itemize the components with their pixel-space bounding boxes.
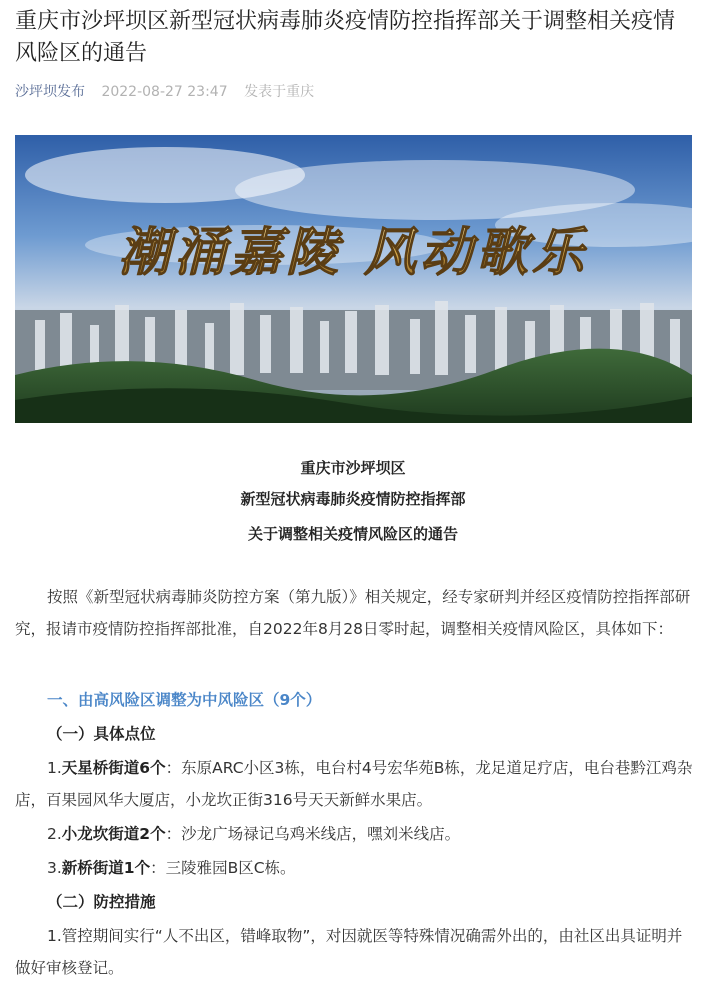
- item-2-prefix: 2.: [47, 825, 62, 843]
- banner-image: [15, 135, 692, 423]
- item-1-street: 天星桥街道6个: [61, 759, 166, 777]
- item-2-street: 小龙坎街道2个: [61, 825, 166, 843]
- item-3-text: ：三陵雅园B区C栋。: [150, 859, 296, 877]
- measure-1: 1.管控期间实行“人不出区，错峰取物”，对因就医等特殊情况确需外出的，由社区出具证明并做好审核登记。: [15, 927, 683, 977]
- item-3-prefix: 3.: [47, 859, 62, 877]
- notice-heading-line-2: 新型冠状病毒肺炎疫情防控指挥部: [240, 490, 466, 508]
- article-title: 重庆市沙坪坝区新型冠状病毒肺炎疫情防控指挥部关于调整相关疫情风险区的通告: [15, 9, 676, 66]
- subsection-2-title: （二）防控措施: [47, 893, 156, 911]
- item-2: [15, 818, 695, 850]
- item-1-prefix: 1.: [47, 759, 62, 777]
- subsection-1-title: （一）具体点位: [47, 725, 156, 743]
- notice-heading-line-1: 重庆市沙坪坝区: [300, 459, 406, 477]
- item-2-text: ：沙龙广场禄记乌鸡米线店，嘿刘米线店。: [165, 825, 461, 843]
- item-3-street: 新桥街道1个: [61, 859, 151, 877]
- notice-heading-line-3: 关于调整相关疫情风险区的通告: [247, 525, 458, 543]
- article-meta: [15, 82, 314, 102]
- intro-paragraph: 按照《新型冠状病毒肺炎防控方案（第九版）》相关规定，经专家研判并经区疫情防控指挥部研究，报请市疫情防控指挥部批准，自2022年8月28日零时起，调整相关疫情风险区，具体如下：: [15, 588, 691, 638]
- section-1-title: 一、由高风险区调整为中风险区（9个）: [47, 691, 322, 709]
- source-link[interactable]: 沙坪坝发布: [15, 84, 85, 100]
- item-1: [15, 752, 695, 816]
- item-3: [15, 852, 695, 884]
- banner-slogan: 潮涌嘉陵 风动歌乐: [117, 222, 589, 283]
- publish-location: 发表于重庆: [244, 84, 315, 100]
- item-1-text: ：东原ARC小区3栋，电台村4号宏华苑B栋，龙足道足疗店，电台巷黔江鸡杂店，百果园风华大厦店，小龙坎正街316号天天新鲜水果店。: [15, 759, 693, 809]
- publish-time: 2022-08-27 23:47: [101, 84, 228, 100]
